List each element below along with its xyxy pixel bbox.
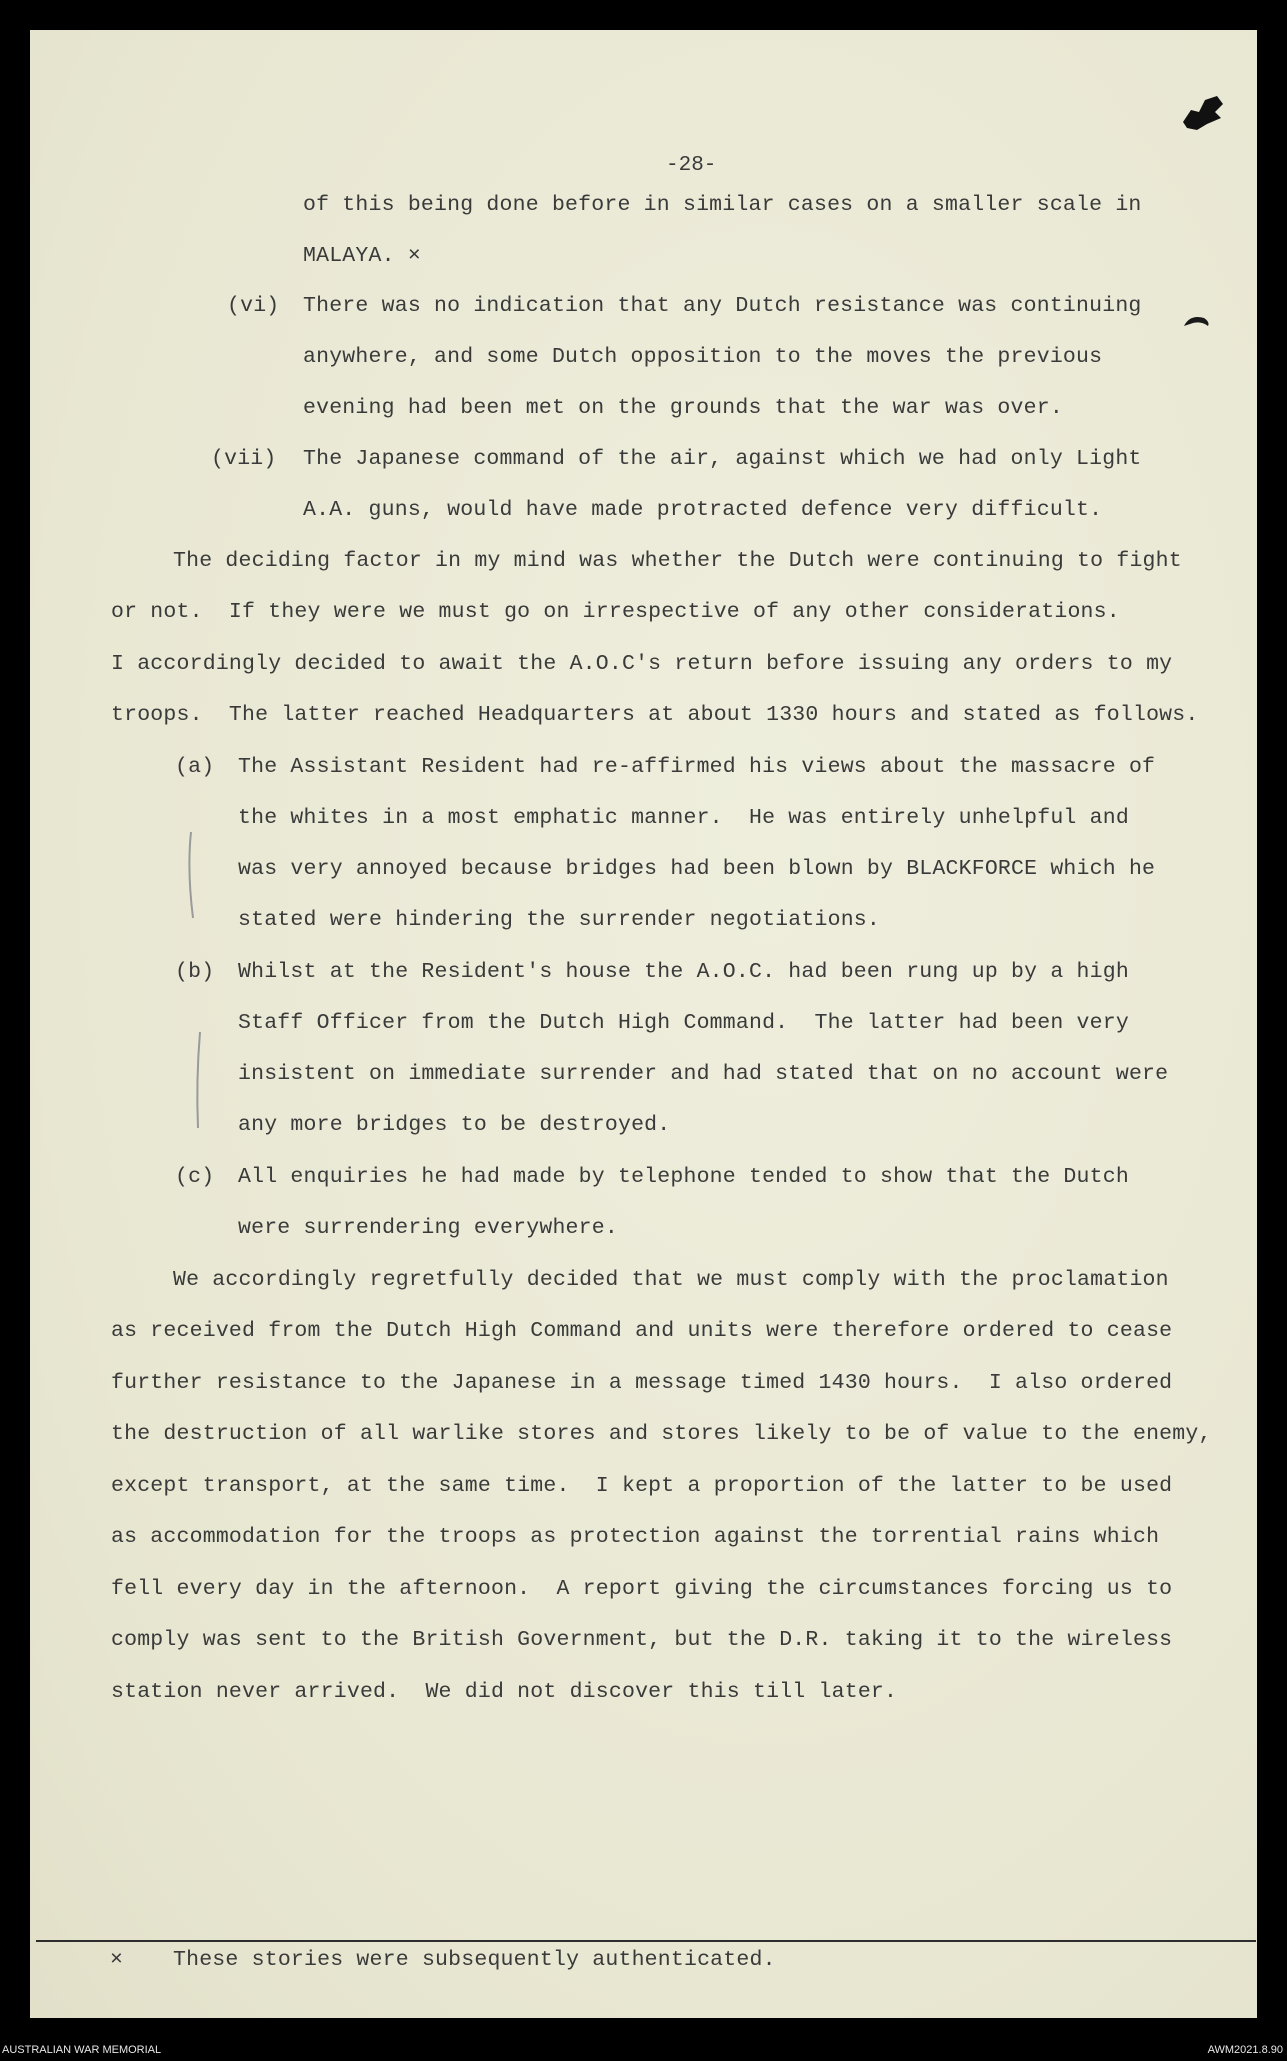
text-line: evening had been met on the grounds that the war was over.	[303, 396, 1063, 420]
text-line: Whilst at the Resident's house the A.O.C. had been rung up by a high	[238, 960, 1129, 984]
text-line: or not. If they were we must go on irrespective of any other considerations.	[111, 600, 1120, 624]
pencil-mark	[185, 830, 199, 925]
text-line: except transport, at the same time. I kept a proportion of the latter to be used	[111, 1474, 1173, 1498]
punch-hole	[1180, 312, 1214, 342]
text-line: further resistance to the Japanese in a message timed 1430 hours. I also ordered	[111, 1371, 1173, 1395]
text-line: MALAYA. ×	[303, 244, 421, 268]
text-line: The Assistant Resident had re-affirmed his views about the massacre of	[238, 755, 1156, 779]
text-line: the destruction of all warlike stores and stores likely to be of value to the enemy,	[111, 1422, 1212, 1446]
archive-credit: AUSTRALIAN WAR MEMORIAL	[2, 2044, 162, 2056]
text-line: station never arrived. We did not discover this till later.	[111, 1680, 898, 1704]
document-page	[30, 30, 1257, 2018]
text-line: was very annoyed because bridges had been blown by BLACKFORCE which he	[238, 857, 1156, 881]
item-marker: (vii)	[211, 447, 277, 471]
text-line: as accommodation for the troops as protection against the torrential rains which	[111, 1525, 1160, 1549]
text-line: Staff Officer from the Dutch High Command. The latter had been very	[238, 1011, 1129, 1035]
text-line: troops. The latter reached Headquarters at about 1330 hours and stated as follows.	[111, 703, 1199, 727]
text-line: We accordingly regretfully decided that we must comply with the proclamation	[173, 1268, 1169, 1292]
item-marker: (c)	[175, 1165, 215, 1189]
item-marker: (vi)	[227, 294, 280, 318]
text-line: fell every day in the afternoon. A report giving the circumstances forcing us to	[111, 1577, 1173, 1601]
footnote-text: These stories were subsequently authenticated.	[173, 1948, 776, 1972]
text-line: the whites in a most emphatic manner. He was entirely unhelpful and	[238, 806, 1129, 830]
text-line: I accordingly decided to await the A.O.C's return before issuing any orders to my	[111, 652, 1173, 676]
archive-reference: AWM2021.8.90	[1207, 2044, 1283, 2056]
text-line: any more bridges to be destroyed.	[238, 1113, 671, 1137]
text-line: comply was sent to the British Government, but the D.R. taking it to the wireless	[111, 1628, 1173, 1652]
text-line: The Japanese command of the air, against which we had only Light	[303, 447, 1142, 471]
item-marker: (a)	[175, 755, 215, 779]
pencil-mark	[192, 1030, 206, 1135]
text-line: insistent on immediate surrender and had stated that on no account were	[238, 1062, 1169, 1086]
text-line: were surrendering everywhere.	[238, 1216, 618, 1240]
text-line: anywhere, and some Dutch opposition to the moves the previous	[303, 345, 1103, 369]
page-number: -28-	[666, 154, 717, 177]
text-line: There was no indication that any Dutch resistance was continuing	[303, 294, 1142, 318]
footnote-divider	[36, 1940, 1256, 1942]
footnote-mark: ×	[110, 1948, 124, 1972]
text-line: The deciding factor in my mind was whether the Dutch were continuing to fight	[173, 549, 1182, 573]
text-line: of this being done before in similar cases on a smaller scale in	[303, 193, 1142, 217]
item-marker: (b)	[175, 960, 215, 984]
text-line: All enquiries he had made by telephone tended to show that the Dutch	[238, 1165, 1129, 1189]
text-line: stated were hindering the surrender negotiations.	[238, 908, 881, 932]
torn-corner	[1177, 92, 1229, 134]
text-line: as received from the Dutch High Command and units were therefore ordered to cease	[111, 1319, 1173, 1343]
text-line: A.A. guns, would have made protracted defence very difficult.	[303, 498, 1103, 522]
